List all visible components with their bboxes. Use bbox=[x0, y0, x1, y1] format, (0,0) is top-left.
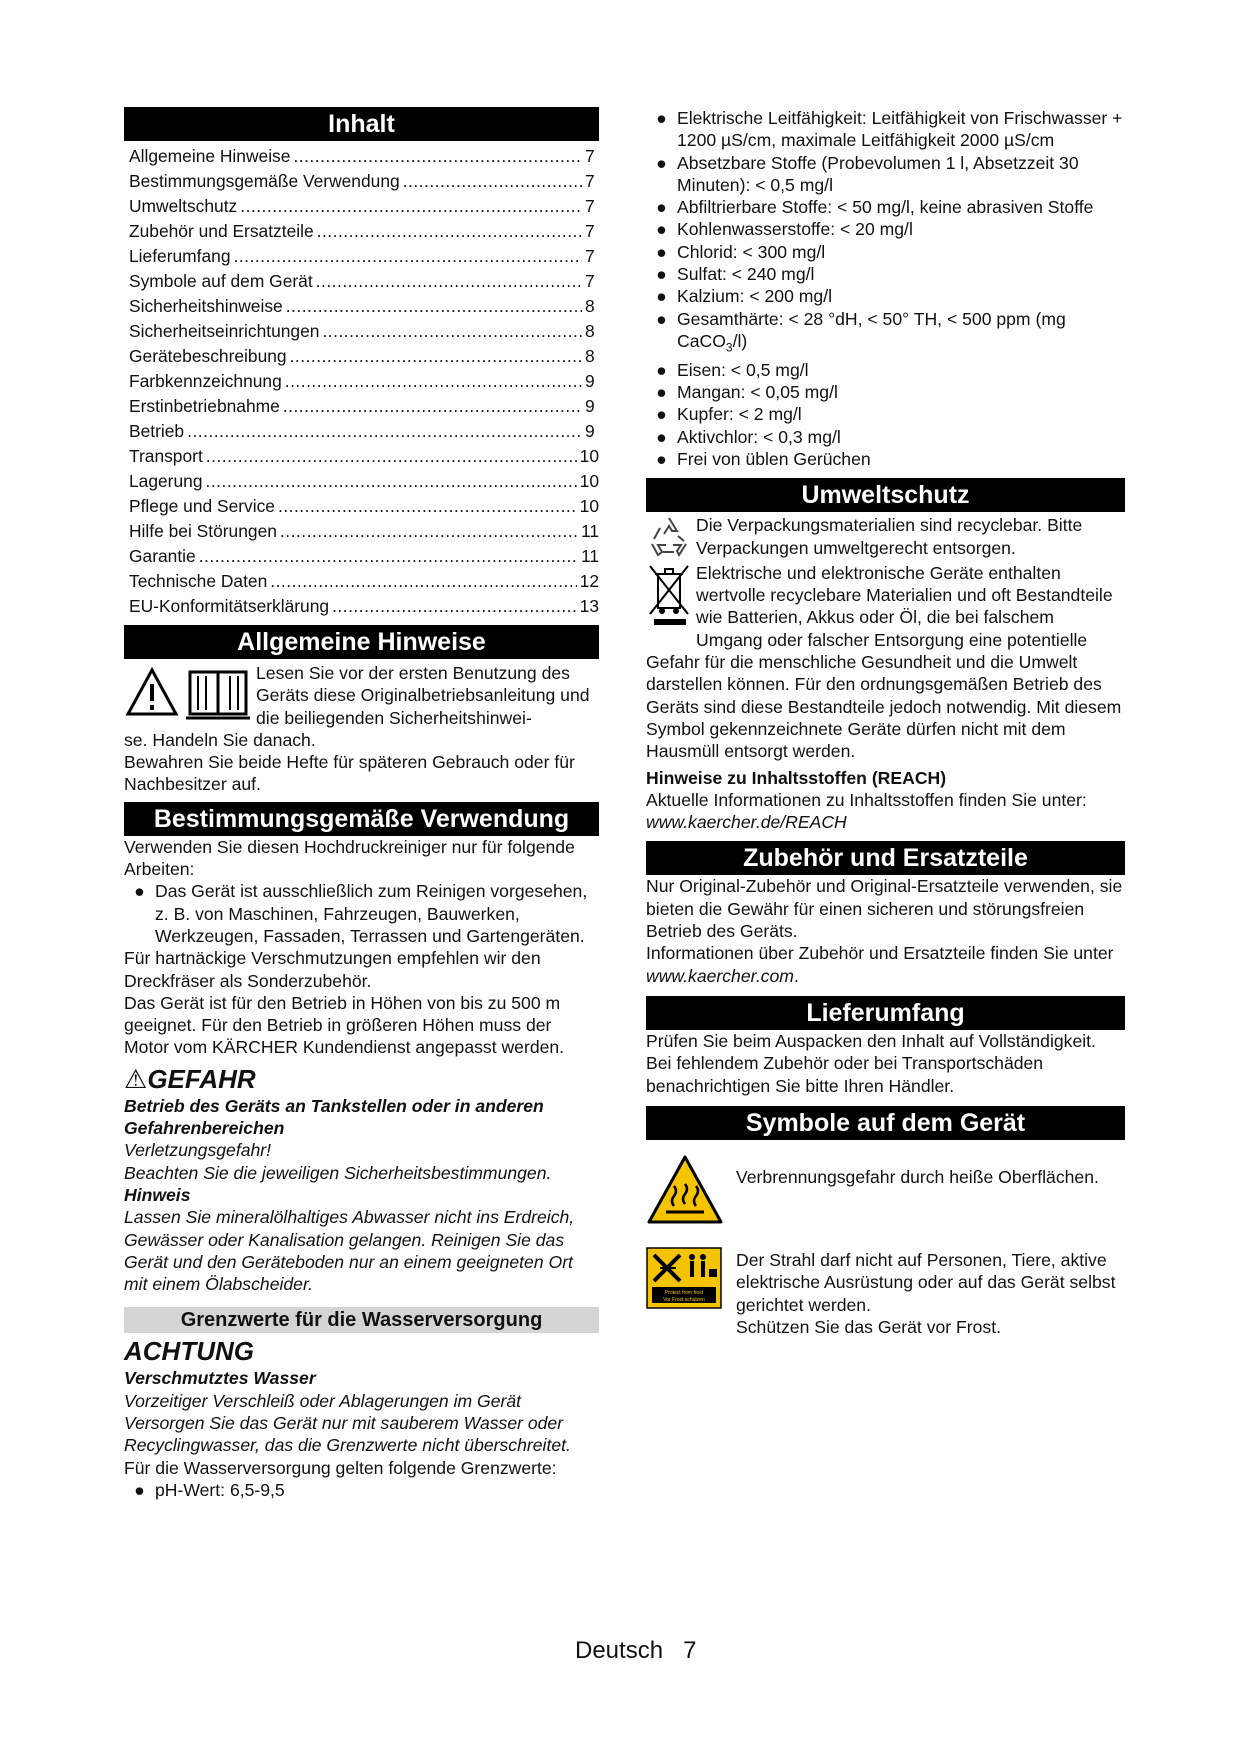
toc-leader bbox=[283, 394, 582, 419]
section-title-symbole: Symbole auf dem Gerät bbox=[646, 1106, 1125, 1140]
bestimmung-block bbox=[124, 836, 599, 1059]
toc-entry[interactable] bbox=[124, 319, 599, 344]
toc-entry[interactable] bbox=[124, 594, 599, 619]
toc-entry-page: 7 bbox=[585, 246, 595, 266]
gefahr-line-2: Beachten Sie die jeweiligen Sicherheitsbestimmungen. bbox=[124, 1162, 552, 1183]
grenzwerte-block bbox=[124, 1335, 599, 1501]
toc-entry-page: 8 bbox=[585, 321, 595, 341]
toc-entry-label: Hilfe bei Störungen bbox=[129, 521, 277, 541]
section-title-umweltschutz: Umweltschutz bbox=[646, 478, 1125, 512]
zubehoer-block bbox=[646, 875, 1125, 986]
toc-leader bbox=[332, 594, 577, 619]
toc-entry[interactable] bbox=[124, 294, 599, 319]
toc-entry-label: EU-Konformitätserklärung bbox=[129, 596, 330, 616]
toc-entry-page: 7 bbox=[585, 171, 595, 191]
toc-entry-page: 9 bbox=[585, 396, 595, 416]
list-item: ● Chlorid: < 300 mg/l bbox=[656, 241, 826, 262]
gefahr-line-1: Verletzungsgefahr! bbox=[124, 1140, 272, 1161]
toc-entry-label: Sicherheitseinrichtungen bbox=[129, 321, 320, 341]
toc-entry[interactable] bbox=[124, 519, 599, 544]
reach-link[interactable]: www.kaercher.de/REACH bbox=[646, 812, 847, 833]
warning-triangle-icon bbox=[124, 662, 256, 726]
symbole-block bbox=[646, 1154, 1125, 1338]
toc-entry-page: 11 bbox=[580, 521, 599, 541]
gefahr-title: Betrieb des Geräts an Tankstellen oder in anderen Gefahrenbereichen bbox=[124, 1095, 544, 1139]
toc-leader bbox=[199, 544, 578, 569]
symbol-jet-text: Der Strahl darf nicht auf Personen, Tiere, aktive elektrische Ausrüstung oder auf das Gerät selbst gerichtet werden. bbox=[736, 1250, 1116, 1315]
symbol-frost-text: Schützen Sie das Gerät vor Frost. bbox=[736, 1316, 1001, 1337]
grenzwerte-intro: Für die Wasserversorgung gelten folgende Grenzwerte: bbox=[124, 1457, 557, 1478]
toc-leader bbox=[322, 319, 582, 344]
toc-entry-label: Garantie bbox=[129, 546, 196, 566]
warning-triangle-icon: ⚠ bbox=[124, 1063, 148, 1094]
toc-entry-page: 9 bbox=[585, 421, 595, 441]
symbol-row-jet bbox=[646, 1247, 1125, 1338]
list-item: ● Gesamthärte: < 28 °dH, < 50° TH, < 500 ppm (mg CaCO$_3$/l) bbox=[656, 308, 1066, 355]
list-item: ● Sulfat: < 240 mg/l bbox=[656, 264, 815, 285]
toc-entry-label: Farbkennzeichnung bbox=[129, 371, 282, 391]
achtung-text: Vorzeitiger Verschleiß oder Ablagerungen im Gerät Versorgen Sie das Gerät nur mit sauberem Wasser oder Recyclingwasser, das die Grenzwerte nicht überschreitet. bbox=[124, 1390, 571, 1456]
section-title-bestimmungsgemaesse-verwendung: Bestimmungsgemäße Verwendung bbox=[124, 802, 599, 836]
toc-entry-label: Pflege und Service bbox=[129, 496, 275, 516]
list-item: ● Kalzium: < 200 mg/l bbox=[656, 286, 832, 307]
list-item: ● Aktivchlor: < 0,3 mg/l bbox=[656, 426, 841, 447]
toc-list bbox=[124, 144, 599, 619]
list-item: ● Elektrische Leitfähigkeit: Leitfähigkeit von Frischwasser + 1200 µS/cm, maximale Leitfähigkeit 2000 µS/cm bbox=[656, 108, 1123, 151]
gefahr-heading: ⚠GEFAHR bbox=[124, 1063, 256, 1094]
toc-leader bbox=[270, 569, 576, 594]
no-spray-frost-icon bbox=[646, 1247, 736, 1338]
toc-entry[interactable] bbox=[124, 269, 599, 294]
toc-entry-page: 8 bbox=[585, 296, 595, 316]
toc-leader bbox=[290, 344, 582, 369]
umweltschutz-block bbox=[646, 514, 1125, 833]
list-item: ● Frei von üblen Gerüchen bbox=[656, 448, 871, 469]
toc-entry-page: 10 bbox=[579, 446, 599, 466]
toc-entry[interactable] bbox=[124, 569, 599, 594]
section-title-allgemeine-hinweise: Allgemeine Hinweise bbox=[124, 625, 599, 659]
toc-leader bbox=[234, 244, 582, 269]
svg-text:Vor Frost schützen: Vor Frost schützen bbox=[663, 1297, 705, 1304]
hot-surface-icon bbox=[646, 1154, 736, 1231]
gefahr-block bbox=[124, 1063, 599, 1296]
bestimmung-p2: Das Gerät ist für den Betrieb in Höhen von bis zu 500 m geeignet. Für den Betrieb in größeren Höhen muss der Motor vom KÄRCHER Kundendienst angepasst werden. bbox=[124, 992, 565, 1058]
toc-leader bbox=[280, 519, 578, 544]
toc-entry-page: 10 bbox=[579, 471, 599, 491]
toc-leader bbox=[403, 169, 582, 194]
toc-leader bbox=[240, 194, 582, 219]
toc-entry[interactable] bbox=[124, 419, 599, 444]
toc-leader bbox=[286, 294, 582, 319]
hinweis-title: Hinweis bbox=[124, 1184, 191, 1205]
symbol-hot-surface-text: Verbrennungsgefahr durch heiße Oberflächen. bbox=[736, 1166, 1099, 1187]
recycle-icon bbox=[646, 514, 696, 558]
list-item: ● Kupfer: < 2 mg/l bbox=[656, 404, 802, 425]
hinweis-text: Lassen Sie mineralölhaltiges Abwasser nicht ins Erdreich, Gewässer oder Kanalisation gelangen. Reinigen Sie das Gerät und den Geräteboden nur an einem geeigneten Ort mit einem Ölabscheider. bbox=[124, 1207, 575, 1295]
weee-text: Elektrische und elektronische Geräte enthalten wertvolle recyclebare Materialien und oft Bestandteile wie Batterien, Akkus oder Öl, die bei falschem Umgang oder falscher Entsorgung eine potentielle Gefahr für die menschliche Gesundheit und die Umwelt darstellen können. Für den ordnungsgemäßen Betrieb des Geräts sind diese Bestandteile jedoch notwendig. Mit diesem Symbol gekennzeichnete Geräte dürfen nicht mit dem Hausmüll entsorgt werden. bbox=[646, 562, 1122, 762]
achtung-subtitle: Verschmutztes Wasser bbox=[124, 1368, 316, 1389]
footer-language: Deutsch bbox=[575, 1637, 664, 1664]
toc-entry-page: 11 bbox=[580, 546, 599, 566]
warning-manual-icons bbox=[124, 662, 256, 728]
toc-entry-label: Allgemeine Hinweise bbox=[129, 146, 291, 166]
toc-entry-page: 12 bbox=[579, 571, 599, 591]
toc-entry[interactable] bbox=[124, 344, 599, 369]
manual-book-icon bbox=[186, 672, 250, 718]
toc-entry[interactable] bbox=[124, 144, 599, 169]
toc-entry-label: Erstinbetriebnahme bbox=[129, 396, 280, 416]
reach-title: Hinweise zu Inhaltsstoffen (REACH) bbox=[646, 767, 947, 788]
toc-entry-label: Betrieb bbox=[129, 421, 185, 441]
right-column bbox=[646, 107, 1125, 1338]
bestimmung-intro: Verwenden Sie diesen Hochdruckreiniger nur für folgende Arbeiten: bbox=[124, 836, 575, 880]
allgemeine-hinweise-text-cont: se. Handeln Sie danach. bbox=[124, 729, 316, 750]
achtung-heading: ACHTUNG bbox=[124, 1336, 254, 1367]
left-column bbox=[124, 107, 599, 1501]
list-item: ● pH-Wert: 6,5-9,5 bbox=[134, 1479, 285, 1500]
toc-leader bbox=[187, 419, 582, 444]
toc-entry-label: Zubehör und Ersatzteile bbox=[129, 221, 314, 241]
list-item: ● Absetzbare Stoffe (Probevolumen 1 l, Absetzzeit 30 Minuten): < 0,5 mg/l bbox=[656, 152, 1079, 195]
zubehoer-p2: Informationen über Zubehör und Ersatzteile finden Sie unter www.kaercher.com. bbox=[646, 943, 1114, 986]
toc-entry-label: Sicherheitshinweise bbox=[129, 296, 283, 316]
toc-entry-page: 7 bbox=[585, 221, 595, 241]
toc-entry[interactable] bbox=[124, 369, 599, 394]
toc-entry-page: 9 bbox=[585, 371, 595, 391]
section-title-grenzwerte: Grenzwerte für die Wasserversorgung bbox=[124, 1307, 599, 1333]
toc-entry-label: Lagerung bbox=[129, 471, 203, 491]
reach-text: Aktuelle Informationen zu Inhaltsstoffen finden Sie unter: www.kaercher.de/REACH bbox=[646, 789, 1087, 833]
toc-entry[interactable] bbox=[124, 219, 599, 244]
list-item: ● Eisen: < 0,5 mg/l bbox=[656, 359, 809, 380]
toc-entry-label: Symbole auf dem Gerät bbox=[129, 271, 313, 291]
toc-entry-label: Umweltschutz bbox=[129, 196, 238, 216]
toc-entry-page: 10 bbox=[579, 496, 599, 516]
weee-bin-icon bbox=[646, 562, 696, 630]
section-title-zubehoer: Zubehör und Ersatzteile bbox=[646, 841, 1125, 875]
symbol-row-hot-surface bbox=[646, 1154, 1125, 1231]
toc-entry-page: 7 bbox=[585, 196, 595, 216]
toc-leader bbox=[278, 494, 577, 519]
toc-entry-label: Lieferumfang bbox=[129, 246, 231, 266]
allgemeine-hinweise-text-2: Bewahren Sie beide Hefte für späteren Gebrauch oder für Nachbesitzer auf. bbox=[124, 752, 575, 795]
toc-entry[interactable] bbox=[124, 394, 599, 419]
toc-entry[interactable] bbox=[124, 494, 599, 519]
list-item: ● Mangan: < 0,05 mg/l bbox=[656, 382, 838, 403]
toc-entry-label: Bestimmungsgemäße Verwendung bbox=[129, 171, 400, 191]
lieferumfang-text: Prüfen Sie beim Auspacken den Inhalt auf Vollständigkeit. Bei fehlendem Zubehör oder bei Transportschäden benachrichtigen Sie bitte Ihren Händler. bbox=[646, 1030, 1096, 1096]
toc-entry[interactable] bbox=[124, 244, 599, 269]
toc-entry[interactable] bbox=[124, 469, 599, 494]
toc-leader bbox=[206, 469, 577, 494]
page-footer bbox=[575, 1637, 697, 1664]
kaercher-link[interactable]: www.kaercher.com bbox=[646, 965, 794, 986]
list-item: ● Kohlenwasserstoffe: < 20 mg/l bbox=[656, 219, 913, 240]
list-item: ● Abfiltrierbare Stoffe: < 50 mg/l, keine abrasiven Stoffe bbox=[656, 197, 1094, 218]
toc-leader bbox=[293, 144, 582, 169]
section-title-lieferumfang: Lieferumfang bbox=[646, 996, 1125, 1030]
toc-entry-label: Technische Daten bbox=[129, 571, 268, 591]
toc-entry-label: Transport bbox=[129, 446, 203, 466]
toc-entry[interactable] bbox=[124, 544, 599, 569]
toc-entry-label: Gerätebeschreibung bbox=[129, 346, 287, 366]
toc-entry[interactable] bbox=[124, 169, 599, 194]
toc-entry-page: 8 bbox=[585, 346, 595, 366]
list-item: ● Das Gerät ist ausschließlich zum Reinigen vorgesehen, z. B. von Maschinen, Fahrzeugen, Bauwerken, Werkzeugen, Fassaden, Terrassen und Gartengeräten. bbox=[134, 881, 588, 946]
toc-leader bbox=[285, 369, 582, 394]
bestimmung-p1: Für hartnäckige Verschmutzungen empfehlen wir den Dreckfräser als Sonderzubehör. bbox=[124, 948, 541, 991]
svg-text:Protect from frost: Protect from frost bbox=[664, 1290, 704, 1297]
zubehoer-p1: Nur Original-Zubehör und Original-Ersatzteile verwenden, sie bieten die Gewähr für einen sicheren und störungsfreien Betrieb des Geräts. bbox=[646, 876, 1123, 942]
allgemeine-hinweise-text: Lesen Sie vor der ersten Benutzung des Geräts diese Originalbetriebsanleitung und die beiliegenden Sicherheitshinwei- bbox=[256, 663, 590, 728]
toc-entry-page: 13 bbox=[579, 596, 599, 616]
recycle-text: Die Verpackungsmaterialien sind recyclebar. Bitte Verpackungen umweltgerecht entsorgen. bbox=[696, 515, 1083, 558]
limits-list bbox=[646, 107, 1125, 470]
toc-leader bbox=[317, 219, 582, 244]
toc-entry[interactable] bbox=[124, 444, 599, 469]
page-number: 7 bbox=[683, 1637, 697, 1664]
toc-entry-page: 7 bbox=[585, 146, 595, 166]
toc-leader bbox=[206, 444, 577, 469]
toc-entry[interactable] bbox=[124, 194, 599, 219]
allgemeine-hinweise-block bbox=[124, 662, 599, 796]
toc-leader bbox=[316, 269, 582, 294]
toc-entry-page: 7 bbox=[585, 271, 595, 291]
toc-title: Inhalt bbox=[124, 107, 599, 141]
